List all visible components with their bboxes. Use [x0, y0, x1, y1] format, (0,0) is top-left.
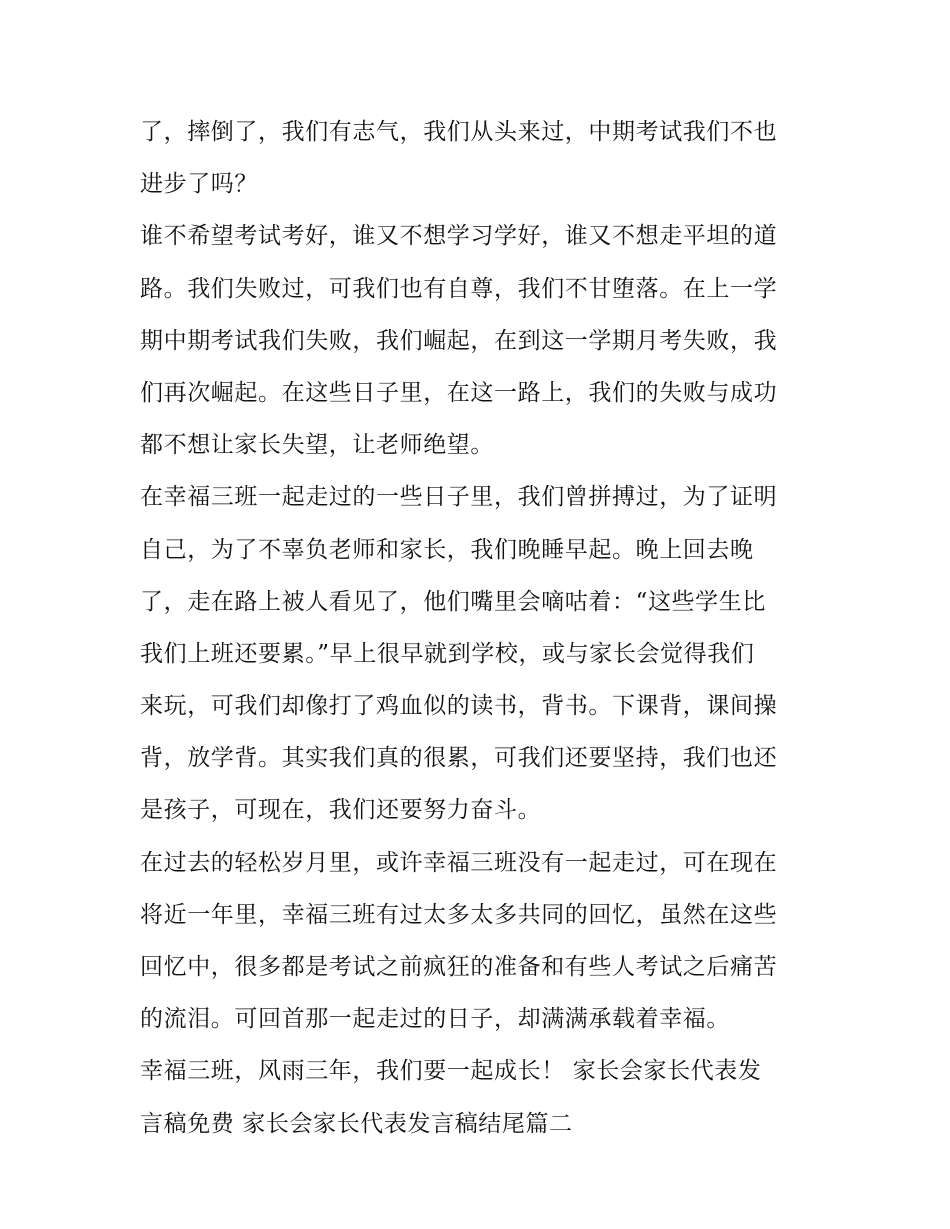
- text-line: 在幸福三班一起走过的一些日子里，我们曾拼搏过，为了证明: [140, 484, 778, 511]
- document-body: [140, 106, 830, 1150]
- text-line: 谁不希望考试考好，谁又不想学习学好，谁又不想走平坦的道: [140, 223, 778, 250]
- text-line: 了，走在路上被人看见了，他们嘴里会嘀咕着：“这些学生比: [140, 588, 766, 615]
- text-line: 路。我们失败过，可我们也有自尊，我们不甘堕落。在上一学: [140, 275, 778, 302]
- text-line: 回忆中，很多都是考试之前疯狂的准备和有些人考试之后痛苦: [140, 954, 778, 980]
- text-line: 背，放学背。其实我们真的很累，可我们还要坚持，我们也还: [140, 745, 778, 772]
- text-line: 在过去的轻松岁月里，或许幸福三班没有一起走过，可在现在: [140, 849, 778, 876]
- text-line: 是孩子，可现在，我们还要努力奋斗。: [140, 797, 542, 824]
- text-line: 来玩，可我们却像打了鸡血似的读书，背书。下课背，课间操: [140, 693, 778, 720]
- text-line: 将近一年里，幸福三班有过太多太多共同的回忆，虽然在这些: [140, 901, 778, 928]
- text-line: 期中期考试我们失败，我们崛起，在到这一学期月考失败，我: [140, 327, 778, 354]
- text-line: 进步了吗？: [140, 171, 258, 198]
- text-line: 们再次崛起。在这些日子里，在这一路上，我们的失败与成功: [140, 379, 778, 406]
- text-line: 言稿免费 家长会家长代表发言稿结尾篇二: [140, 1110, 573, 1137]
- text-line: 幸福三班，风雨三年，我们要一起成长！ 家长会家长代表发: [140, 1058, 762, 1085]
- text-line: 的流泪。可回首那一起走过的日子，却满满承载着幸福。: [140, 1006, 730, 1033]
- text-line: 自己，为了不辜负老师和家长，我们晚睡早起。晚上回去晚: [140, 536, 754, 563]
- text-line: 都不想让家长失望，让老师绝望。: [140, 432, 494, 459]
- text-line: 了，摔倒了，我们有志气，我们从头来过，中期考试我们不也: [140, 119, 778, 145]
- text-line: 我们上班还要累。”早上很早就到学校，或与家长会觉得我们: [140, 640, 755, 667]
